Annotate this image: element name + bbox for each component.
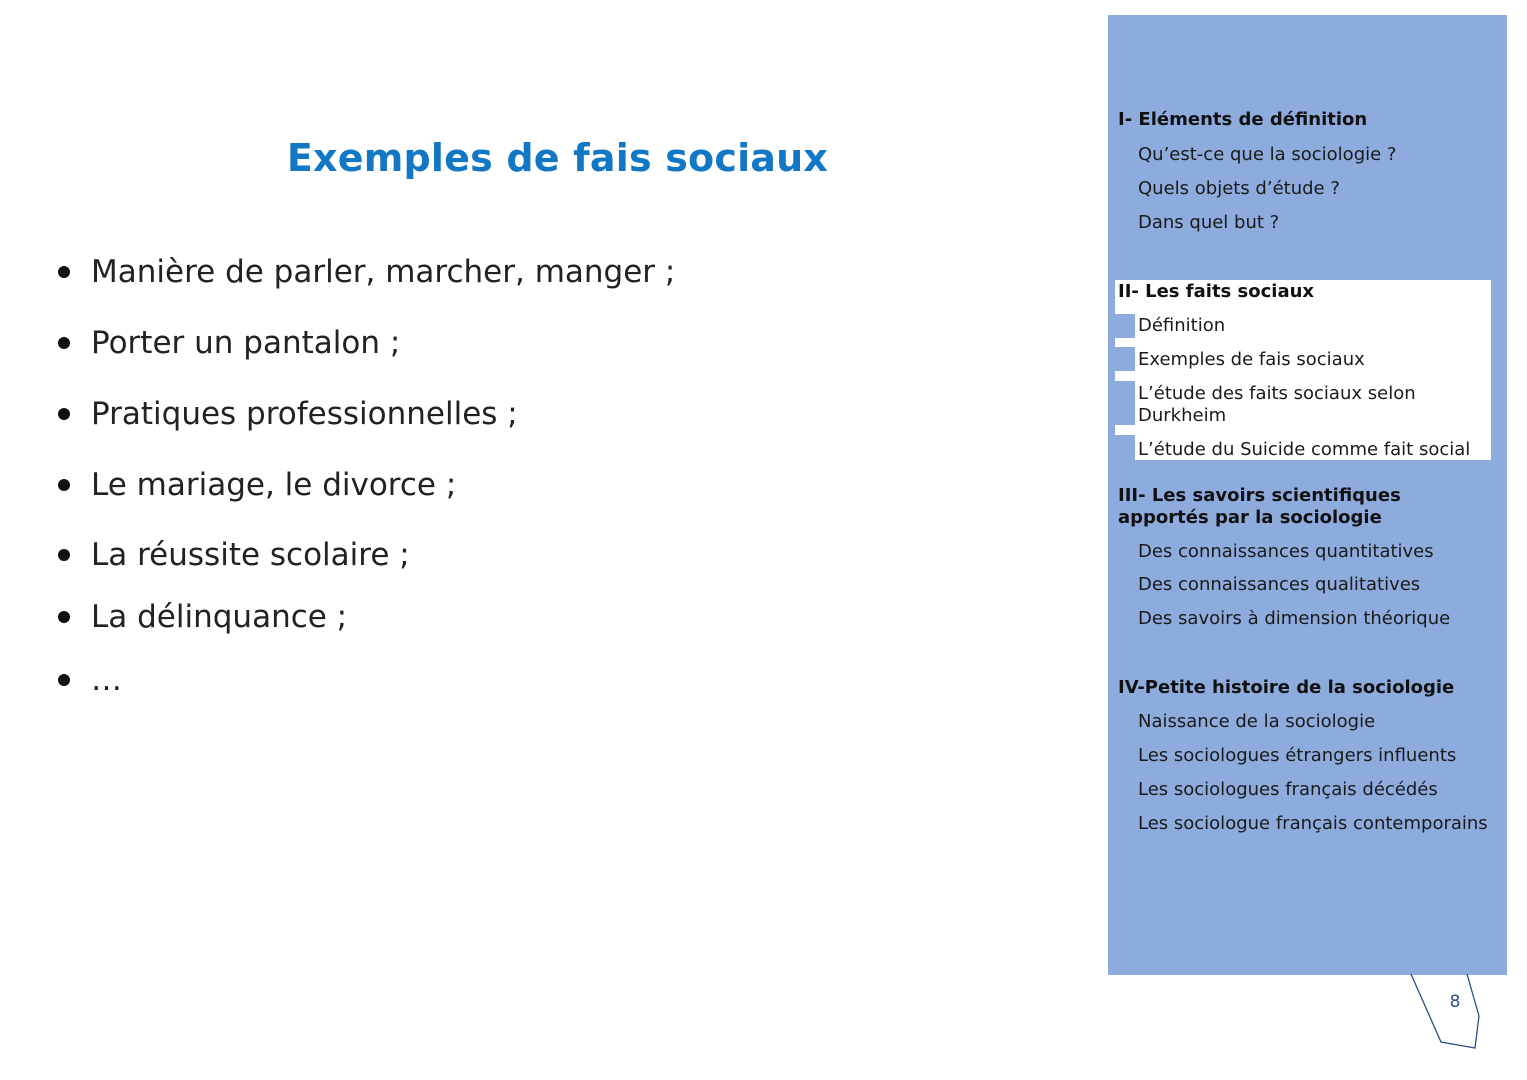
outline-section-1-title[interactable]: I- Eléments de définition <box>1118 109 1368 130</box>
outline-section-4-title[interactable]: IV-Petite histoire de la sociologie <box>1118 677 1455 698</box>
bullet-item: Porter un pantalon ; <box>52 321 675 365</box>
item-tab-marker <box>1115 314 1135 338</box>
bullet-dot <box>58 549 70 561</box>
outline-item[interactable]: Les sociologues étrangers influents <box>1138 745 1457 766</box>
outline-sidebar <box>1108 15 1507 975</box>
item-tab-marker <box>1115 435 1135 460</box>
outline-item[interactable]: Dans quel but ? <box>1138 212 1280 233</box>
outline-section-3-title[interactable]: III- Les savoirs scientifiques apportés par la sociologie <box>1118 485 1401 528</box>
page-number: 8 <box>1449 992 1461 1012</box>
page-number-badge-icon <box>1405 970 1485 1055</box>
outline-item[interactable]: Qu’est-ce que la sociologie ? <box>1138 144 1397 165</box>
bullet-dot <box>58 611 70 623</box>
bullet-dot <box>58 674 70 686</box>
outline-item[interactable]: Naissance de la sociologie <box>1138 711 1376 732</box>
bullet-dot <box>58 266 70 278</box>
bullet-item: Pratiques professionnelles ; <box>52 392 675 436</box>
bullet-list <box>52 250 675 702</box>
outline-item[interactable]: Les sociologue français contemporains <box>1138 813 1488 834</box>
bullet-item: La délinquance ; <box>52 595 675 639</box>
outline-item[interactable]: Des connaissances quantitatives <box>1138 541 1434 562</box>
bullet-dot <box>58 479 70 491</box>
bullet-dot <box>58 408 70 420</box>
bullet-item: Manière de parler, marcher, manger ; <box>52 250 675 294</box>
item-tab-marker <box>1115 347 1135 371</box>
outline-item[interactable]: Les sociologues français décédés <box>1138 779 1438 800</box>
outline-item[interactable]: Définition <box>1138 315 1226 336</box>
outline-item[interactable]: L’étude des faits sociaux selon Durkheim <box>1138 383 1416 426</box>
outline-item[interactable]: Quels objets d’étude ? <box>1138 178 1340 199</box>
bullet-item: Le mariage, le divorce ; <box>52 463 675 507</box>
slide-title: Exemples de fais sociaux <box>286 136 829 180</box>
item-tab-marker <box>1115 381 1135 425</box>
outline-item[interactable]: Des savoirs à dimension théorique <box>1138 608 1451 629</box>
outline-item-current[interactable]: Exemples de fais sociaux <box>1138 349 1365 370</box>
bullet-dot <box>58 337 70 349</box>
bullet-item: … <box>52 658 675 702</box>
outline-section-2-title[interactable]: II- Les faits sociaux <box>1118 281 1315 302</box>
outline-item[interactable]: L’étude du Suicide comme fait social <box>1138 439 1471 460</box>
outline-item[interactable]: Des connaissances qualitatives <box>1138 574 1421 595</box>
bullet-item: La réussite scolaire ; <box>52 533 675 577</box>
